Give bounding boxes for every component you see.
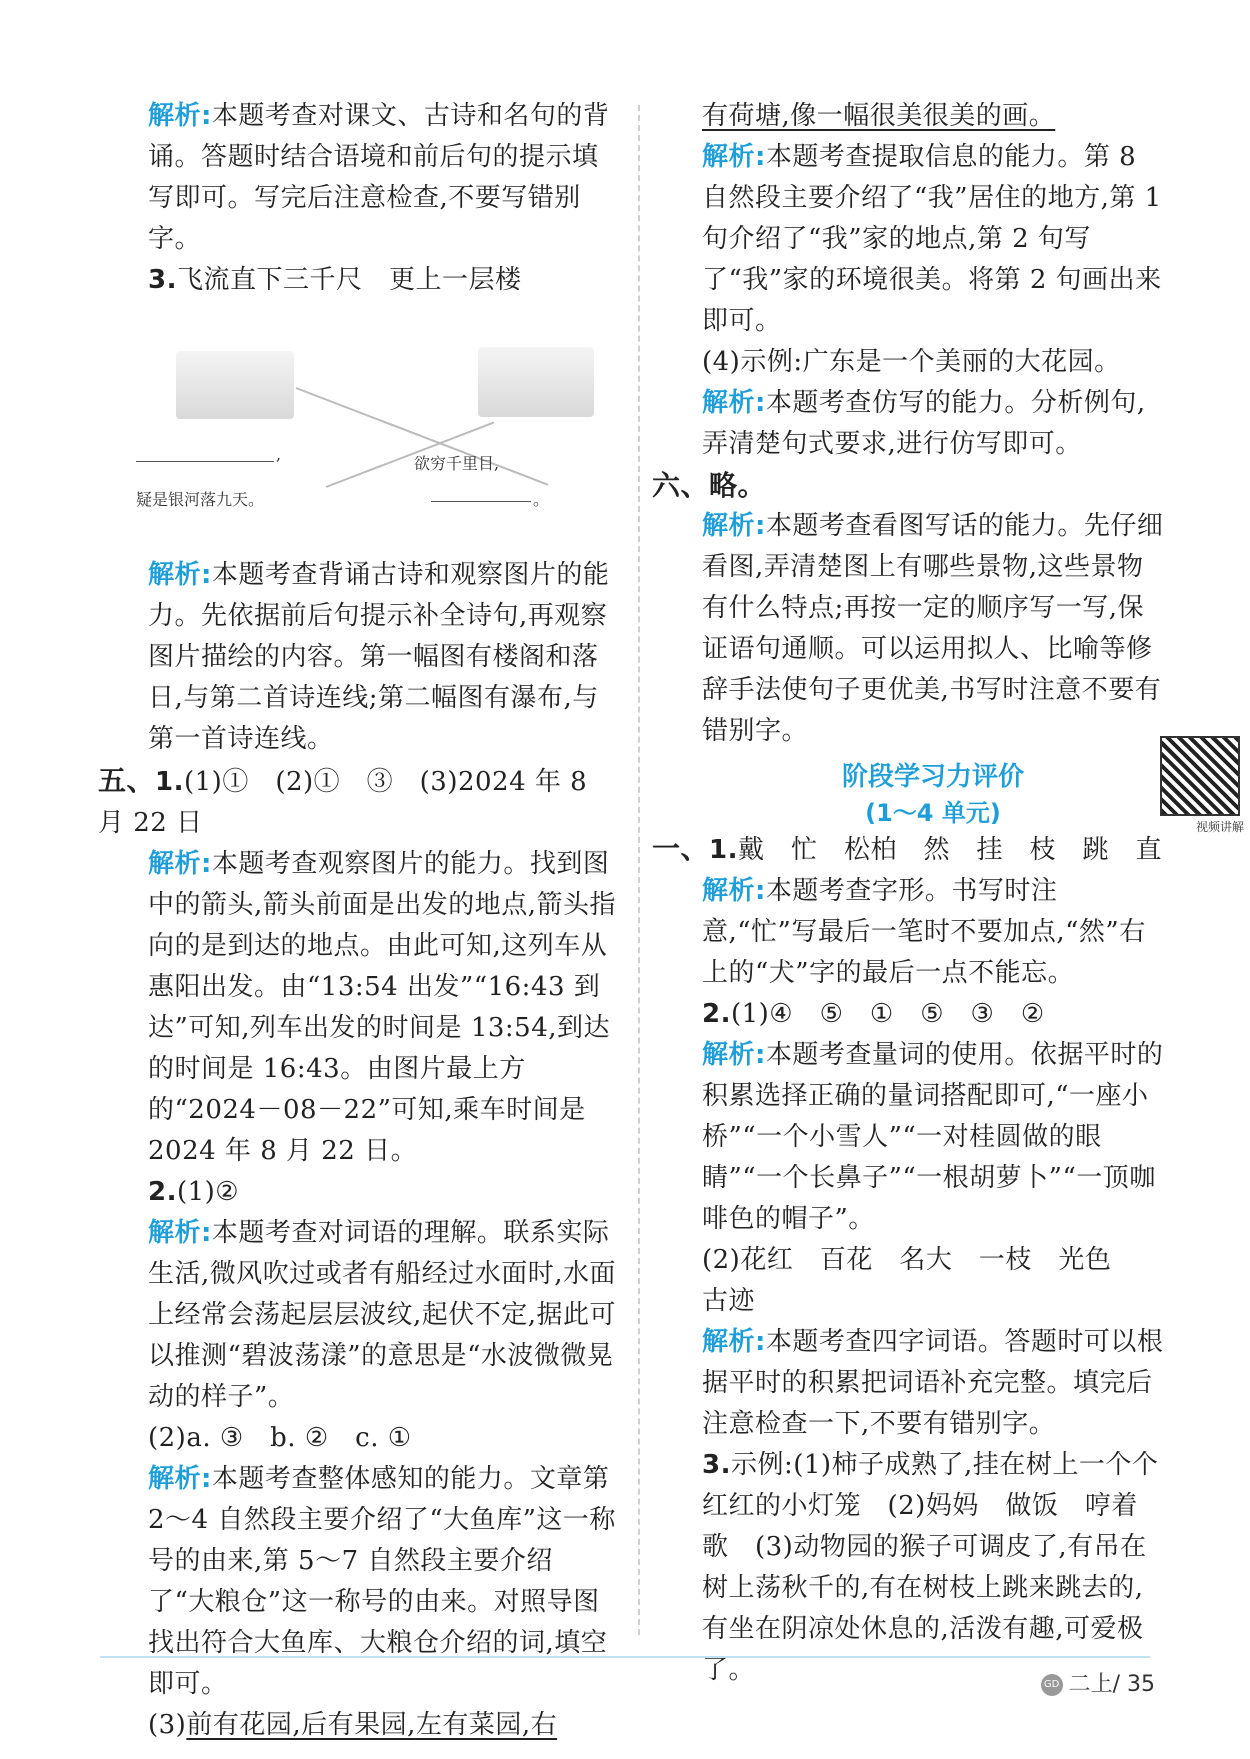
analysis-paragraph: 解析:本题考查观察图片的能力。找到图中的箭头,箭头前面是出发的地点,箭头指向的是到达的地点。由此可知,这列车从惠阳出发。由“13:54 出发”“16:43 到达”可知,列车出发的时间是 13:54,到达的时间是 16:43。由图片最上方的“2024－08－22”可知,乘车时间是 2024 年 8 月 22 日。 [148, 849, 617, 1166]
answer-line: (2)a. ③ b. ② c. ① [148, 1423, 412, 1453]
left-column [98, 96, 618, 1746]
analysis-paragraph: 解析:本题考查字形。书写时注意,“忙”写最后一笔时不要加点,“然”右上的“犬”字的最后一点不能忘。 [702, 876, 1146, 988]
answer-line: 3.飞流直下三千尺 更上一层楼 [148, 265, 522, 295]
analysis-label: 解析: [148, 101, 212, 131]
analysis-paragraph: 解析:本题考查对词语的理解。联系实际生活,微风吹过或者有船经过水面时,水面上经常会荡起层层波纹,起伏不定,据此可以推测“碧波荡漾”的意思是“水波微微晃动的样子”。 [148, 1218, 617, 1412]
footer-divider [100, 1656, 1150, 1658]
analysis-paragraph: 解析:本题考查四字词语。答题时可以根据平时的积累把词语补充完整。填完后注意检查一下,不要有错别字。 [702, 1327, 1164, 1439]
column-divider [638, 105, 640, 1635]
answer-line: 2.(1)② [148, 1177, 240, 1207]
section-five-answer: 五、1.(1)① (2)① ③ (3)2024 年 8 月 22 日 [98, 764, 588, 838]
qr-code-icon[interactable] [1160, 736, 1240, 816]
analysis-paragraph: 解析:本题考查背诵古诗和观察图片的能力。先依据前后句提示补全诗句,再观察图片描绘的内容。第一幅图有楼阁和落日,与第二首诗连线;第二幅图有瀑布,与第一首诗连线。 [148, 560, 610, 754]
poem-line-right: 欲穷千里目, [414, 454, 500, 473]
section-mark: 五、 [98, 764, 156, 797]
answer-blank [136, 461, 274, 462]
page-number: GD 二上/ 35 [1041, 1667, 1155, 1698]
analysis-paragraph: 解析:本题考查整体感知的能力。文章第 2～4 自然段主要介绍了“大鱼库”这一称号的由来,第 5～7 自然段主要介绍了“大粮仓”这一称号的由来。对照导图找出符合大鱼库、大粮仓介绍的词,填空即可。 [148, 1464, 616, 1699]
underlined-answer: 前有花园,后有果园,左有菜园,右 [186, 1710, 558, 1740]
waterfall-picture [478, 347, 594, 417]
publisher-logo-icon: GD [1041, 1674, 1063, 1696]
analysis-paragraph: 解析:本题考查仿写的能力。分析例句,弄清楚句式要求,进行仿写即可。 [702, 388, 1146, 459]
answer-line: (2)花红 百花 名大 一枝 光色 古迹 [702, 1245, 1138, 1316]
right-column [652, 96, 1164, 1691]
underlined-answer: 有荷塘,像一幅很美很美的画。 [702, 101, 1056, 131]
answer-blank [431, 501, 531, 502]
section-six-answer: 六、略。 [652, 469, 767, 502]
answer-line: (3)前有花园,后有果园,左有菜园,右 [148, 1710, 558, 1740]
poem-matching-figure: , 欲穷千里目, 疑是银河落九天。 。 [136, 311, 616, 549]
section-one-answer: 一、1.戴 忙 松柏 然 挂 枝 跳 直 [652, 832, 1162, 865]
stage-heading [702, 756, 1164, 828]
answer-line: 2.(1)④ ⑤ ① ⑤ ③ ② [702, 999, 1045, 1029]
stage-title: 阶段学习力评价 [841, 762, 1024, 792]
analysis-paragraph: 解析:本题考查看图写话的能力。先仔细看图,弄清楚图上有哪些景物,这些景物有什么特点;再按一定的顺序写一写,保证语句通顺。可以运用拟人、比喻等修辞手法使句子更优美,书写时注意不要有错别字。 [702, 511, 1164, 746]
poem-line-left: 疑是银河落九天。 [136, 490, 265, 509]
answer-line: (4)示例:广东是一个美丽的大花园。 [702, 347, 1121, 377]
pavilion-sunset-picture [176, 351, 294, 419]
stage-subtitle: (1～4 单元) [865, 799, 1001, 827]
analysis-paragraph: 解析:本题考查提取信息的能力。第 8 自然段主要介绍了“我”居住的地方,第 1 句介绍了“我”家的地点,第 2 句写了“我”家的环境很美。将第 2 句画出来即可。 [702, 142, 1162, 336]
answer-line [702, 96, 1164, 137]
analysis-paragraph: 解析:本题考查对课文、古诗和名句的背诵。答题时结合语境和前后句的提示填写即可。写完后注意检查,不要写错别字。 [148, 101, 610, 254]
answer-line: 3.示例:(1)柿子成熟了,挂在树上一个个红红的小灯笼 (2)妈妈 做饭 哼着歌 (3)动物园的猴子可调皮了,有吊在树上荡秋千的,有在树枝上跳来跳去的,有坐在阴凉处休息的,活泼有趣,可爱极了。 [702, 1450, 1159, 1685]
analysis-paragraph: 解析:本题考查量词的使用。依据平时的积累选择正确的量词搭配即可,“一座小桥”“一个小雪人”“一对桂圆做的眼睛”“一个长鼻子”“一根胡萝卜”“一顶咖啡色的帽子”。 [702, 1040, 1164, 1234]
qr-label: 视频讲解 [1195, 820, 1244, 834]
